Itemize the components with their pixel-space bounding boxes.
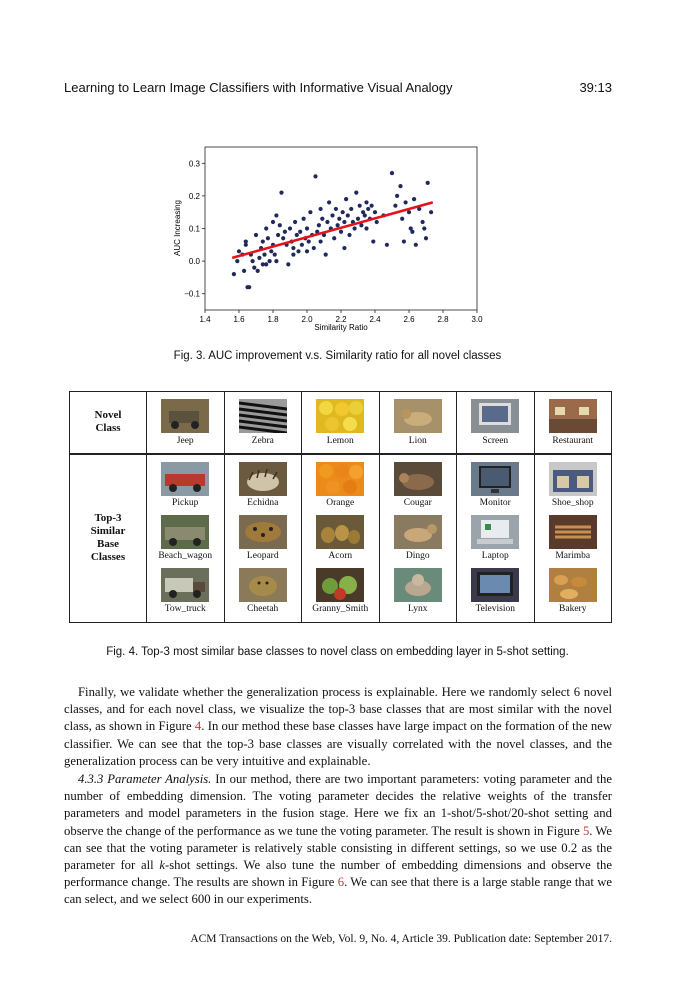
paragraph-generalization: [64, 684, 612, 770]
section-heading-parameter-analysis: 4.3.3 Parameter Analysis.: [78, 772, 212, 786]
data-point: [319, 239, 323, 243]
data-point: [281, 236, 285, 240]
data-point: [404, 200, 408, 204]
data-point: [305, 226, 309, 230]
data-point: [358, 204, 362, 208]
y-tick-label: 0.0: [188, 257, 200, 267]
figure-6-reference-link[interactable]: 6: [337, 875, 345, 890]
data-point: [291, 252, 295, 256]
data-point: [336, 223, 340, 227]
cougar-image: [394, 462, 442, 496]
data-point: [312, 246, 316, 250]
bakery-image: [549, 568, 597, 602]
data-point: [344, 197, 348, 201]
data-point: [261, 239, 265, 243]
data-point: [346, 213, 350, 217]
novel-header-line-2: Class: [95, 422, 121, 435]
base-label-beach-wagon: Beach_wagon: [158, 550, 213, 561]
x-tick-label: 1.4: [199, 315, 211, 324]
data-point: [232, 272, 236, 276]
base-label-echidna: Echidna: [247, 497, 279, 508]
data-point: [347, 233, 351, 237]
jeep-image: [161, 399, 209, 433]
data-point: [279, 191, 283, 195]
base-cell-lion: [379, 454, 457, 623]
data-point: [426, 181, 430, 185]
data-point: [247, 285, 251, 289]
data-point: [291, 246, 295, 250]
data-point: [410, 230, 414, 234]
data-point: [288, 226, 292, 230]
figure-5-reference-link[interactable]: 5: [582, 823, 590, 838]
data-point: [262, 252, 266, 256]
base-label-granny-smith: Granny_Smith: [312, 603, 369, 614]
base-label-leopard: Leopard: [246, 550, 279, 561]
screen-image: [471, 399, 519, 433]
shoe-shop-image: [549, 462, 597, 496]
scatter-plot: [160, 140, 500, 340]
base-label-marimba: Marimba: [555, 550, 591, 561]
x-tick-label: 1.8: [267, 315, 279, 324]
base-label-television: Television: [475, 603, 515, 614]
x-tick-label: 2.0: [301, 315, 313, 324]
data-point: [256, 269, 260, 273]
data-point: [334, 207, 338, 211]
base-label-tow-truck: Tow_truck: [164, 603, 206, 614]
novel-cell-restaurant: [534, 392, 612, 454]
running-header: [64, 80, 612, 98]
restaurant-image: [549, 399, 597, 433]
para2-text-2: . We can see that the voting parameter is relatively stable consisting in different settings, so we use 0.2 as the parameter for all: [64, 823, 612, 873]
data-point: [342, 246, 346, 250]
data-point: [429, 210, 433, 214]
novel-label-screen: Screen: [482, 436, 509, 446]
journal-footer: ACM Transactions on the Web, Vol. 9, No. 4, Article 39. Publication date: September 2017.: [190, 933, 612, 945]
data-point: [305, 249, 309, 253]
data-point: [319, 207, 323, 211]
data-point: [385, 243, 389, 247]
data-point: [274, 213, 278, 217]
data-point: [337, 217, 341, 221]
novel-header-line-1: Novel: [94, 409, 122, 422]
data-point: [332, 236, 336, 240]
base-cell-jeep: [147, 454, 225, 623]
data-point: [364, 226, 368, 230]
novel-label-jeep: Jeep: [176, 436, 194, 446]
data-point: [398, 184, 402, 188]
data-point: [269, 249, 273, 253]
x-tick-label: 2.8: [437, 315, 449, 324]
data-point: [395, 194, 399, 198]
data-point: [307, 239, 311, 243]
data-point: [363, 213, 367, 217]
data-point: [266, 236, 270, 240]
base-label-bakery: Bakery: [559, 603, 587, 614]
para1-text-2: . In our method these base classes have large impact on the formation of the new classifier. We can see that the top-3 base classes are visually correlated with the novel classes, and the generalization process can be very intuitive and explainable.: [64, 719, 612, 768]
base-header-line-3: Base: [97, 538, 119, 551]
marimba-image: [549, 515, 597, 549]
para2-text-3: -shot settings. We also tune the number of embedding dimensions and observe the performance change. The results are shown in Figure: [64, 858, 612, 890]
zebra-image: [239, 399, 287, 433]
figure-4-table: [69, 391, 612, 623]
data-point: [342, 220, 346, 224]
base-label-dingo: Dingo: [405, 550, 430, 561]
echidna-image: [239, 462, 287, 496]
beach-wagon-image: [161, 515, 209, 549]
base-classes-row: [70, 454, 612, 623]
base-label-lynx: Lynx: [407, 603, 428, 614]
laptop-image: [471, 515, 519, 549]
page-number: 39:13: [579, 80, 612, 95]
base-header-line-4: Classes: [90, 551, 126, 564]
data-point: [254, 233, 258, 237]
data-point: [295, 233, 299, 237]
base-cell-lemon: [302, 454, 380, 623]
base-label-shoe-shop: Shoe_shop: [551, 497, 594, 508]
data-point: [325, 220, 329, 224]
data-point: [276, 233, 280, 237]
data-point: [402, 239, 406, 243]
leopard-image: [239, 515, 287, 549]
data-point: [400, 217, 404, 221]
data-point: [300, 243, 304, 247]
novel-cell-lemon: [302, 392, 380, 454]
data-point: [354, 191, 358, 195]
novel-class-header: [70, 392, 147, 454]
data-point: [298, 230, 302, 234]
data-point: [302, 217, 306, 221]
base-header-line-1: Top-3: [94, 512, 122, 525]
x-tick-label: 2.2: [335, 315, 347, 324]
data-point: [293, 220, 297, 224]
paragraph-parameter-analysis: [64, 771, 612, 909]
k-variable: k: [159, 858, 166, 873]
base-header-line-2: Similar: [90, 525, 126, 538]
data-point: [393, 204, 397, 208]
data-point: [261, 262, 265, 266]
data-point: [242, 269, 246, 273]
data-point: [341, 210, 345, 214]
cheetah-image: [239, 568, 287, 602]
television-image: [471, 568, 519, 602]
data-point: [375, 220, 379, 224]
monitor-image: [471, 462, 519, 496]
data-point: [235, 259, 239, 263]
base-label-acorn: Acorn: [328, 550, 353, 561]
dingo-image: [394, 515, 442, 549]
x-tick-label: 1.6: [233, 315, 245, 324]
y-tick-label: 0.2: [188, 191, 200, 201]
y-tick-label: −0.1: [184, 289, 200, 299]
data-point: [390, 171, 394, 175]
figure-4-reference-link[interactable]: 4: [194, 719, 202, 734]
acorn-image: [316, 515, 364, 549]
novel-cell-zebra: [224, 392, 302, 454]
novel-label-restaurant: Restaurant: [552, 436, 594, 446]
data-point: [366, 207, 370, 211]
data-point: [278, 223, 282, 227]
data-point: [370, 204, 374, 208]
base-cell-restaurant: [534, 454, 612, 623]
figure-3-caption: Fig. 3. AUC improvement v.s. Similarity ratio for all novel classes: [173, 350, 502, 362]
data-point: [274, 259, 278, 263]
pickup-image: [161, 462, 209, 496]
base-cell-screen: [457, 454, 535, 623]
figure-4-caption: Fig. 4. Top-3 most similar base classes to novel class on embedding layer in 5-shot setting.: [106, 646, 569, 658]
data-point: [356, 217, 360, 221]
data-point: [251, 259, 255, 263]
data-point: [273, 252, 277, 256]
data-point: [308, 210, 312, 214]
para2-text-4: . We can see that there is a large stable range that we can select, and we select 600 in our experiments.: [64, 875, 613, 907]
data-point: [244, 239, 248, 243]
granny-smith-image: [316, 568, 364, 602]
running-title: Learning to Learn Image Classifiers with Informative Visual Analogy: [64, 80, 453, 95]
novel-label-lion: Lion: [408, 436, 427, 446]
novel-label-zebra: Zebra: [251, 436, 274, 446]
data-point: [373, 210, 377, 214]
data-point: [371, 239, 375, 243]
para1-text-1: Finally, we validate whether the generalization process is explainable. Here we randomly select 6 novel classes, and for each novel class, we visualize the top-3 base classes that are most similar with the novel class, as shown in Figure: [64, 685, 612, 734]
data-point: [364, 200, 368, 204]
base-classes-header: [70, 454, 147, 623]
data-point: [353, 226, 357, 230]
novel-label-lemon: Lemon: [326, 436, 354, 446]
data-point: [414, 243, 418, 247]
x-tick-label: 2.6: [403, 315, 415, 324]
data-point: [330, 213, 334, 217]
novel-cell-lion: [379, 392, 457, 454]
data-point: [349, 207, 353, 211]
data-point: [422, 226, 426, 230]
data-point: [257, 256, 261, 260]
data-point: [264, 226, 268, 230]
novel-class-row: [70, 392, 612, 454]
lion-image: [394, 399, 442, 433]
base-label-laptop: Laptop: [481, 550, 509, 561]
data-point: [283, 230, 287, 234]
base-label-cougar: Cougar: [403, 497, 432, 508]
data-point: [286, 262, 290, 266]
data-point: [424, 236, 428, 240]
data-point: [271, 220, 275, 224]
lynx-image: [394, 568, 442, 602]
base-label-pickup: Pickup: [172, 497, 199, 508]
data-point: [421, 220, 425, 224]
y-tick-label: 0.3: [188, 159, 200, 169]
base-label-orange: Orange: [326, 497, 355, 508]
base-label-cheetah: Cheetah: [247, 603, 279, 614]
data-point: [339, 230, 343, 234]
tow-truck-image: [161, 568, 209, 602]
x-tick-label: 3.0: [471, 315, 483, 324]
data-point: [412, 197, 416, 201]
y-tick-label: 0.1: [188, 224, 200, 234]
data-point: [324, 252, 328, 256]
base-label-monitor: Monitor: [479, 497, 511, 508]
base-cell-zebra: [224, 454, 302, 623]
data-point: [320, 217, 324, 221]
orange-image: [316, 462, 364, 496]
x-axis-label: Similarity Ratio: [314, 323, 368, 332]
lemon-image: [316, 399, 364, 433]
novel-cell-jeep: [147, 392, 225, 454]
data-point: [237, 249, 241, 253]
x-tick-label: 2.4: [369, 315, 381, 324]
data-point: [313, 174, 317, 178]
data-point: [327, 200, 331, 204]
para2-text-1: In our method, there are two important parameters: voting parameter and the number of embedding dimension. The voting parameter decides the relative weights of the transfer parameters and model parameters in the fusion stage. Here we fix an 1-shot/5-shot/20-shot setting and observe the change of the performance as we tune the voting parameter. The result is shown in Figure: [64, 772, 612, 838]
data-point: [252, 266, 256, 270]
y-axis-label: AUC Increasing: [173, 199, 182, 257]
data-point: [317, 223, 321, 227]
data-point: [296, 249, 300, 253]
data-point: [268, 259, 272, 263]
novel-cell-screen: [457, 392, 535, 454]
